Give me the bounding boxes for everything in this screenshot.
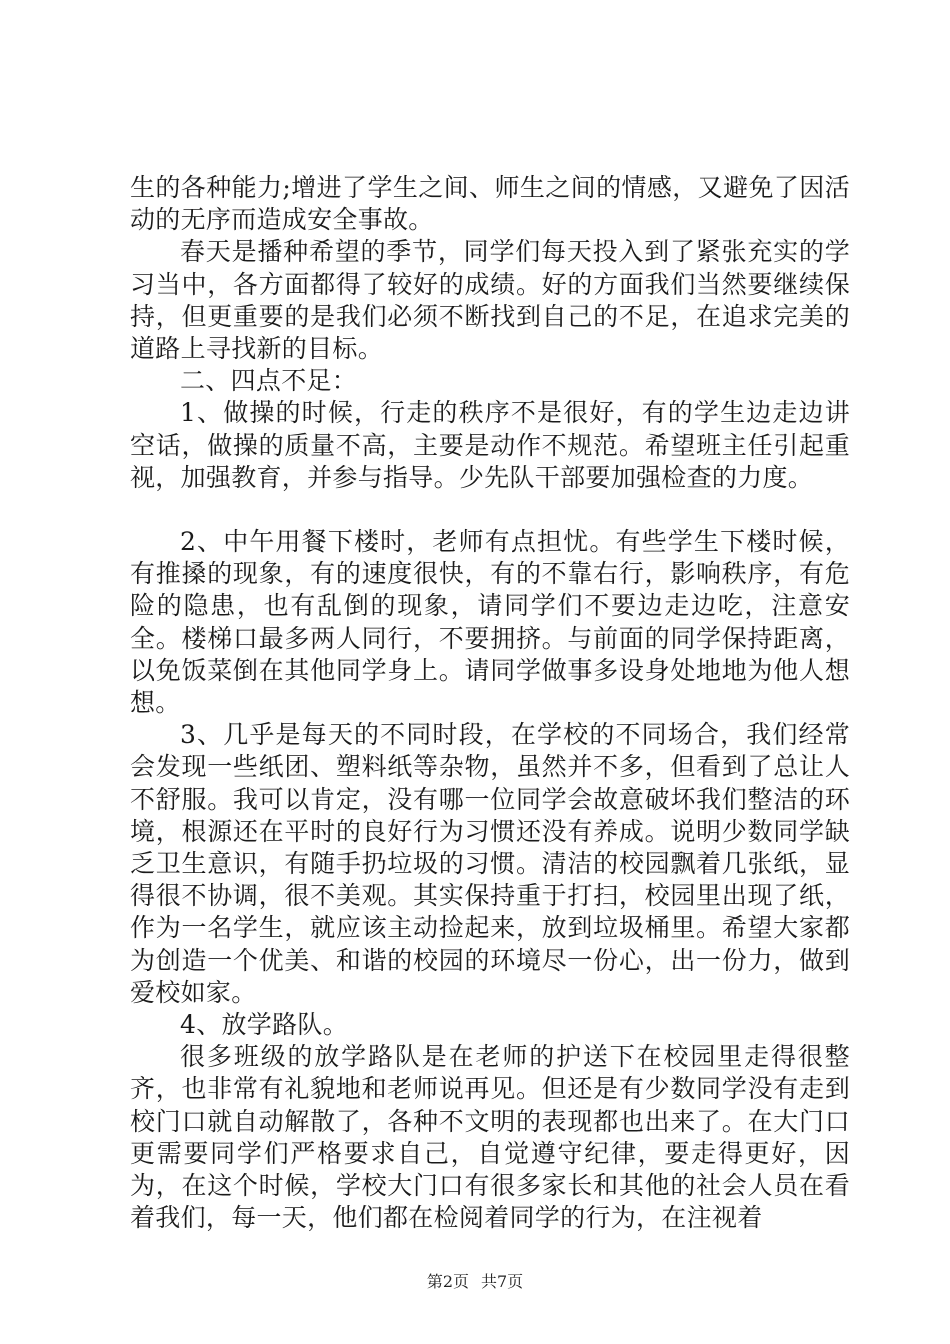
paragraph-item-3-litter: 3、几乎是每天的不同时段，在学校的不同场合，我们经常会发现一些纸团、塑料纸等杂物，虽然并不多，但看到了总让人不舒服。我可以肯定，没有哪一位同学会故意破坏我们整洁的环境，根源还在平时的良好行为习惯还没有养成。说明少数同学缺乏卫生意识，有随手扔垃圾的习惯。清洁的校园飘着几张纸，显得很不协调，很不美观。其实保持重于打扫，校园里出现了纸，作为一名学生，就应该主动捡起来，放到垃圾桶里。希望大家都为创造一个优美、和谐的校园的环境尽一份心，出一份力，做到爱校如家。 — [130, 720, 850, 1007]
document-body — [130, 172, 850, 1235]
page-number: 第2页 — [426, 1272, 469, 1291]
paragraph-item-1-exercises: 1、做操的时候，行走的秩序不是很好，有的学生边走边讲空话，做操的质量不高，主要是动作不规范。希望班主任引起重视，加强教育，并参与指导。少先队干部要加强检查的力度。 — [130, 398, 850, 492]
page-footer — [0, 1272, 950, 1292]
page-total: 共7页 — [481, 1272, 524, 1291]
paragraph-continued: 生的各种能力;增进了学生之间、师生之间的情感，又避免了因活动的无序而造成安全事故。 — [130, 173, 850, 235]
paragraph-item-4-dismissal: 很多班级的放学路队是在老师的护送下在校园里走得很整齐，也非常有礼貌地和老师说再见。但还是有少数同学没有走到校门口就自动解散了，各种不文明的表现都也出来了。在大门口更需要同学们严格要求自己，自觉遵守纪律，要走得更好，因为，在这个时候，学校大门口有很多家长和其他的社会人员在看着我们，每一天，他们都在检阅着同学的行为，在注视着 — [130, 1042, 850, 1233]
section-heading-four-shortcomings: 二、四点不足： — [180, 366, 358, 396]
paragraph-spring: 春天是播种希望的季节，同学们每天投入到了紧张充实的学习当中，各方面都得了较好的成绩。好的方面我们当然要继续保持，但更重要的是我们必须不断找到自己的不足，在追求完美的道路上寻找新的目标。 — [130, 237, 850, 364]
paragraph-item-2-lunch-stairs: 2、中午用餐下楼时，老师有点担忧。有些学生下楼时候，有推搡的现象，有的速度很快，有的不靠右行，影响秩序，有危险的隐患，也有乱倒的现象，请同学们不要边走边吃，注意安全。楼梯口最多两人同行，不要拥挤。与前面的同学保持距离，以免饭菜倒在其他同学身上。请同学做事多设身处地地为他人想想。 — [130, 527, 850, 718]
paragraph-item-4-heading: 4、放学路队。 — [180, 1010, 349, 1040]
